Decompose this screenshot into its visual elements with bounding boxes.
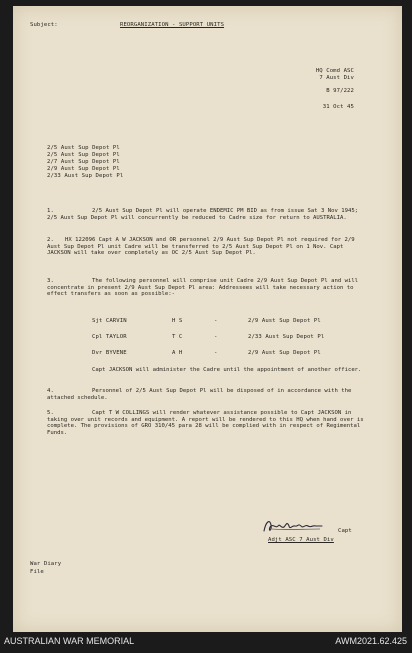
cadre-dash: - bbox=[214, 334, 218, 340]
ref-line-1: HQ Comd ASC bbox=[315, 68, 354, 74]
cadre-unit: 2/9 Aust Sup Depot Pl bbox=[248, 350, 321, 356]
signature-title: Adjt ASC 7 Aust Div bbox=[268, 537, 334, 543]
distribution-item: File bbox=[30, 569, 44, 575]
paragraph-2: HX 122096 Capt A W JACKSON and OR personnel 2/9 Aust Sup Depot Pl not required for 2/9 Aust Sup Depot Pl unit Cadre will be transferred to 2/5 Aust Sup Depot Pl on 1 Nov. Capt JACKSON will take over completely as OC 2/5 Aust Sup Depot Pl. bbox=[47, 237, 358, 257]
paragraph-number: 5. bbox=[47, 410, 54, 416]
addressee: 2/5 Aust Sup Depot Pl bbox=[47, 152, 120, 158]
subject-label: Subject: bbox=[30, 22, 58, 28]
addressee: 2/5 Aust Sup Depot Pl bbox=[47, 145, 120, 151]
subject-text: REORGANIZATION - SUPPORT UNITS bbox=[120, 22, 225, 28]
cadre-unit: 2/9 Aust Sup Depot Pl bbox=[248, 318, 321, 324]
paragraph-number: 4. bbox=[47, 388, 54, 394]
handwritten-signature bbox=[262, 517, 332, 535]
cadre-initials: H S bbox=[172, 318, 183, 324]
footer-accession-number: AWM2021.62.425 bbox=[335, 636, 407, 646]
signature-rank: Capt bbox=[338, 528, 352, 534]
cadre-rank-name: Dvr BYVENE bbox=[92, 350, 127, 356]
cadre-dash: - bbox=[214, 350, 218, 356]
distribution-item: War Diary bbox=[30, 561, 62, 567]
ref-line-2: 7 Aust Div bbox=[319, 75, 354, 81]
paragraph-number: 3. bbox=[47, 278, 54, 284]
paragraph-number: 2. bbox=[47, 237, 54, 243]
paragraph-3-continuation: Capt JACKSON will administer the Cadre until the appointment of another officer. bbox=[92, 367, 362, 373]
cadre-initials: T C bbox=[172, 334, 183, 340]
addressee: 2/33 Aust Sup Depot Pl bbox=[47, 173, 124, 179]
cadre-rank-name: Cpl TAYLOR bbox=[92, 334, 127, 340]
paragraph-3: The following personnel will comprise unit Cadre 2/9 Aust Sup Depot Pl and will concentrate in present 2/9 Aust Sup Depot Pl area: Addressees will take necessary action to effect transfers as soon as possible:- bbox=[47, 278, 362, 298]
ref-line-3: B 97/222 bbox=[326, 88, 354, 94]
addressee: 2/9 Aust Sup Depot Pl bbox=[47, 166, 120, 172]
cadre-unit: 2/33 Aust Sup Depot Pl bbox=[248, 334, 325, 340]
paragraph-4: Personnel of 2/5 Aust Sup Depot Pl will be disposed of in accordance with the attached schedule. bbox=[47, 388, 355, 401]
cadre-dash: - bbox=[214, 318, 218, 324]
ref-line-4: 31 Oct 45 bbox=[322, 104, 354, 110]
footer-credit: AUSTRALIAN WAR MEMORIAL bbox=[4, 636, 135, 646]
cadre-initials: A H bbox=[172, 350, 183, 356]
paragraph-1: 2/5 Aust Sup Depot Pl will operate ENDEMIC PM BID as from issue Sat 3 Nov 1945; 2/5 Aust Sup Depot Pl will concurrently be reduced to Cadre size for return to AUSTRALIA. bbox=[47, 208, 362, 221]
paragraph-number: 1. bbox=[47, 208, 54, 214]
addressee: 2/7 Aust Sup Depot Pl bbox=[47, 159, 120, 165]
paragraph-5: Capt T W COLLINGS will render whatever assistance possible to Capt JACKSON in taking over unit records and equipment. A report will be rendered to this HQ when hand over is complete. The provisions of GRO 310/45 para 28 will be complied with in respect of Regimental Funds. bbox=[47, 410, 367, 436]
cadre-rank-name: Sjt CARVIN bbox=[92, 318, 127, 324]
document-page bbox=[13, 6, 402, 632]
